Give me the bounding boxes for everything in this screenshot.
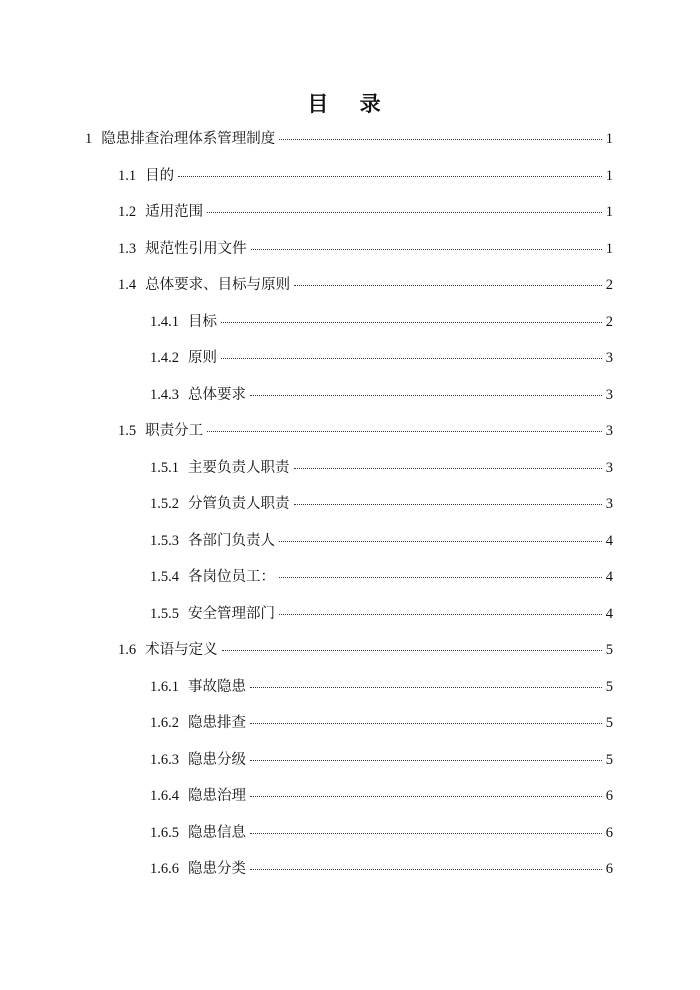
toc-entry-text: 隐患排查	[188, 715, 246, 731]
dot-leader	[221, 308, 602, 323]
toc-entry-page: 3	[605, 350, 613, 366]
toc-entry-page: 6	[605, 861, 613, 877]
toc-entry-page: 5	[605, 679, 613, 695]
dot-leader	[250, 782, 602, 797]
toc-entry-number: 1.5.5	[150, 606, 179, 622]
toc-entry-number: 1.6.5	[150, 825, 179, 841]
toc-entry-number: 1	[85, 131, 93, 147]
toc-entry-text: 主要负责人职责	[188, 460, 290, 476]
toc-entry-number: 1.6.2	[150, 715, 179, 731]
toc-entry-text: 总体要求、目标与原则	[145, 277, 291, 293]
toc-entry-1-6-3[interactable]	[150, 749, 613, 771]
dot-leader	[207, 417, 602, 432]
toc-entry-text: 总体要求	[188, 387, 246, 403]
toc-entry-text: 规范性引用文件	[145, 241, 247, 257]
toc-entry-page: 4	[605, 533, 613, 549]
toc-entry-1-5-5[interactable]	[150, 603, 613, 625]
toc-title: 目 录	[307, 91, 393, 116]
toc-entry-page: 1	[605, 168, 613, 184]
toc-entry-page: 3	[605, 496, 613, 512]
toc-entry-page: 3	[605, 387, 613, 403]
toc-entry-1-1[interactable]	[118, 165, 613, 187]
toc-entry-text: 术语与定义	[145, 642, 218, 658]
toc-entry-text: 各部门负责人	[188, 533, 275, 549]
toc-entry-text: 职责分工	[145, 423, 204, 439]
toc-entry-page: 6	[605, 825, 613, 841]
dot-leader	[294, 490, 602, 505]
toc-entry-1-6[interactable]	[118, 639, 613, 661]
toc-entry-number: 1.6.4	[150, 788, 179, 804]
toc-entry-number: 1.3	[118, 241, 137, 257]
toc-entry-1-2[interactable]	[118, 201, 613, 223]
toc-entry-1-5-2[interactable]	[150, 493, 613, 515]
toc-entry-1-4-2[interactable]	[150, 347, 613, 369]
dot-leader	[178, 162, 602, 177]
toc-entry-text: 目标	[188, 314, 217, 330]
dot-leader	[251, 235, 602, 250]
toc-entry-text: 分管负责人职责	[188, 496, 290, 512]
toc-entry-1-6-2[interactable]	[150, 712, 613, 734]
toc-entry-page: 1	[605, 241, 613, 257]
toc-entry-number: 1.6.6	[150, 861, 179, 877]
toc-entry-number: 1.5.2	[150, 496, 179, 512]
toc-entry-text: 隐患信息	[188, 825, 246, 841]
toc-entry-text: 目的	[145, 168, 175, 184]
toc-entry-1-6-6[interactable]	[150, 858, 613, 880]
toc-entry-page: 5	[605, 642, 613, 658]
toc-entry-page: 4	[605, 606, 613, 622]
dot-leader	[207, 198, 602, 213]
dot-leader	[250, 673, 602, 688]
toc-entry-1-5-3[interactable]	[150, 530, 613, 552]
toc-entry-text: 原则	[188, 350, 217, 366]
toc-entry-page: 5	[605, 752, 613, 768]
toc-entry-number: 1.4.2	[150, 350, 179, 366]
dot-leader	[250, 709, 602, 724]
dot-leader	[294, 454, 602, 469]
dot-leader	[222, 636, 602, 651]
toc-entry-number: 1.6.1	[150, 679, 179, 695]
toc-entry-number: 1.1	[118, 168, 137, 184]
toc-entry-text: 隐患分类	[188, 861, 246, 877]
dot-leader	[250, 819, 602, 834]
toc-entry-number: 1.6.3	[150, 752, 179, 768]
dot-leader	[279, 125, 602, 140]
toc-entry-page: 1	[605, 131, 613, 147]
toc-entry-number: 1.4.1	[150, 314, 179, 330]
toc-entry-page: 3	[605, 460, 613, 476]
toc-entry-1-5-1[interactable]	[150, 457, 613, 479]
dot-leader	[279, 600, 602, 615]
dot-leader	[294, 271, 602, 286]
toc-entry-page: 2	[605, 314, 613, 330]
toc-entry-page: 1	[605, 204, 613, 220]
toc-entry-page: 2	[605, 277, 613, 293]
toc-entry-1-4[interactable]	[118, 274, 613, 296]
toc-entry-text: 各岗位员工：	[188, 569, 275, 585]
toc-entry-page: 3	[605, 423, 613, 439]
toc-entry-1[interactable]	[85, 128, 613, 150]
dot-leader	[250, 855, 602, 870]
toc-entry-number: 1.6	[118, 642, 137, 658]
toc-entry-number: 1.4	[118, 277, 137, 293]
toc-entry-number: 1.4.3	[150, 387, 179, 403]
toc-entry-number: 1.2	[118, 204, 137, 220]
dot-leader	[221, 344, 602, 359]
dot-leader	[250, 746, 602, 761]
toc-entry-1-5[interactable]	[118, 420, 613, 442]
toc-entry-1-6-1[interactable]	[150, 676, 613, 698]
toc-entry-1-5-4[interactable]	[150, 566, 613, 588]
dot-leader	[279, 563, 602, 578]
toc-entry-text: 事故隐患	[188, 679, 246, 695]
toc-entry-text: 安全管理部门	[188, 606, 275, 622]
toc-entry-1-6-5[interactable]	[150, 822, 613, 844]
toc-entry-text: 隐患分级	[188, 752, 246, 768]
toc-entry-text: 适用范围	[145, 204, 204, 220]
toc-entry-1-4-1[interactable]	[150, 311, 613, 333]
toc-entry-page: 6	[605, 788, 613, 804]
toc-entry-1-4-3[interactable]	[150, 384, 613, 406]
toc-entry-number: 1.5.1	[150, 460, 179, 476]
dot-leader	[250, 381, 602, 396]
toc-entry-number: 1.5.4	[150, 569, 179, 585]
toc-entry-number: 1.5.3	[150, 533, 179, 549]
toc-entry-page: 5	[605, 715, 613, 731]
toc-entry-page: 4	[605, 569, 613, 585]
toc-entry-1-3[interactable]	[118, 238, 613, 260]
dot-leader	[279, 527, 602, 542]
toc-entry-text: 隐患治理	[188, 788, 246, 804]
toc-entry-number: 1.5	[118, 423, 137, 439]
toc-entry-text: 隐患排查治理体系管理制度	[101, 131, 276, 147]
toc-entry-1-6-4[interactable]	[150, 785, 613, 807]
